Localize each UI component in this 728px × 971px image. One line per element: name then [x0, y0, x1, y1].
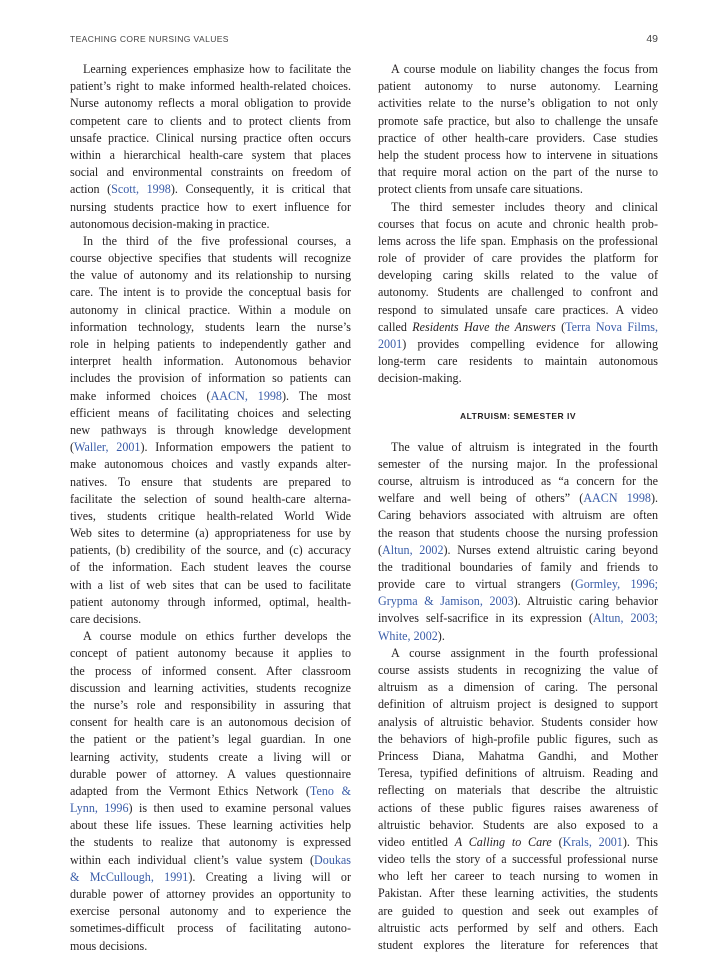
text-line: lems across the life span. Emphasis on the professional [378, 233, 658, 248]
text-line: involves self-sacrifice in its expression (Altun, 2003; [378, 611, 658, 626]
text-line: called Residents Have the Answers (Terra Nova Films, [378, 319, 658, 334]
text-line: sometimes-difficult process of facilitating autono- [70, 921, 351, 936]
text-line: the reason that students choose the nursing profession [378, 525, 658, 540]
text-line: includes the provision of information so patients can [70, 371, 351, 386]
citation-link[interactable]: Terra Nova Films, [565, 319, 658, 334]
text-line: (Waller, 2001). Information empowers the patient to [70, 440, 351, 455]
text-line: definition of altruism project is designed to support [378, 697, 658, 712]
citation-link[interactable]: Waller, 2001 [74, 440, 141, 455]
text-line: within a hierarchical health-care system that places [70, 147, 351, 162]
text-line: reflecting on materials that describe the altruistic [378, 783, 658, 798]
text-line: that require moral action on the part of the nurse to [378, 165, 658, 180]
citation-link[interactable]: AACN 1998 [583, 491, 651, 506]
text-line: the traditional boundaries of family and friends to [378, 559, 658, 574]
citation-link[interactable]: Altun, 2003; [592, 611, 658, 626]
text-line: who left her career to teach nursing to women in [378, 869, 658, 884]
citation-link[interactable]: Krals, 2001 [562, 834, 623, 849]
text-line: Learning experiences emphasize how to facilitate the [83, 62, 351, 76]
citation-link[interactable]: Scott, 1998 [111, 182, 171, 197]
text-line: of the information. Each student leaves the course [70, 560, 351, 575]
text-line: Nurse autonomy reflects a moral obligation to provide [70, 96, 351, 111]
text-line: Pakistan. After these learning activities, the students [378, 886, 658, 901]
text-line: efficient means of facilitating choices and selecting [70, 405, 351, 420]
text-line: within each individual client’s value system (Doukas [70, 852, 351, 867]
citation-link[interactable]: Grypma & Jamison, 2003 [378, 594, 514, 609]
text-line: Grypma & Jamison, 2003). Altruistic caring behavior [378, 594, 658, 609]
text-line: A course assignment in the fourth professional [391, 645, 658, 660]
text-line: role of provider of care provides the platform for [378, 251, 658, 266]
text-line: learning activity, students create a living will or [70, 749, 351, 764]
text-line: the behaviors of high-profile public figures, such as [378, 731, 658, 746]
text-line: The third semester includes theory and clinical [391, 199, 658, 214]
italic-title: Residents Have the Answers [412, 319, 556, 334]
text-line: natives. To ensure that students are prepared to [70, 474, 351, 489]
text-line: patient autonomy through informed, optimal, health- [70, 594, 351, 609]
citation-link[interactable]: Teno & [309, 783, 352, 798]
text-line: the patient or the patient’s legal guardian. In one [70, 732, 351, 747]
text-line: altruistic behavior. Students are also exposed to a [378, 817, 658, 832]
text-line: care. The intent is to provide the conceptual basis for [70, 285, 351, 300]
text-line: nursing students practice how to exert influence for [70, 199, 351, 214]
text-line: patient autonomy to nurse autonomy. Learning [378, 79, 658, 94]
text-line: patients, (b) credibility of the source, and (c) accuracy [70, 543, 351, 558]
text-line: practice of other health-care providers. Case studies [378, 130, 658, 145]
text-line: A course module on liability changes the focus from [391, 62, 658, 76]
citation-link[interactable]: AACN, 1998 [210, 388, 282, 403]
citation-link[interactable]: Doukas [314, 852, 351, 867]
page-number: 49 [646, 33, 658, 45]
text-line: long-term care residents to maintain autonomous [378, 354, 658, 369]
italic-title: A Calling to Care [454, 834, 552, 849]
text-line: interpret health information. Autonomous behavior [70, 354, 351, 369]
text-line: Princess Diana, Mahatma Gandhi, and Mother [378, 748, 658, 763]
text-line: provide care to virtual strangers (Gormley, 1996; [378, 577, 658, 592]
text-line: concept of patient autonomy because it applies to [70, 646, 351, 661]
text-line: make informed choices (AACN, 1998). The most [70, 388, 351, 403]
text-line: altruistic acts performed by self and others. Each [378, 920, 658, 935]
text-line: consent for health care is an autonomous decision of [70, 715, 351, 730]
text-line: courses that focus on acute and chronic health prob- [378, 216, 658, 231]
text-line: decision-making. [378, 371, 462, 386]
text-line: (Altun, 2002). Nurses extend altruistic caring beyond [378, 542, 658, 557]
section-heading-block [378, 388, 658, 439]
text-line: White, 2002). [378, 628, 445, 643]
text-line: course objective specifies that students will recognize [70, 251, 351, 266]
text-line: autonomy in clinical practice. Within a module on [70, 302, 351, 317]
text-line: information technology, students learn the nurse’s [70, 319, 351, 334]
text-line: unsafe practice. Clinical nursing practice often occurs [70, 130, 351, 145]
text-line: semester of the nursing major. In the professional [378, 456, 658, 471]
text-line: competent care to clients and to protect clients from [70, 113, 351, 128]
text-line: 2001) provides compelling evidence for allowing [378, 337, 658, 351]
text-line: video entitled A Calling to Care (Krals, 2001). This [378, 834, 659, 849]
text-line: about these life issues. These learning activities help [70, 818, 351, 833]
text-line: tives, students critique health-related World Wide [70, 508, 351, 523]
citation-link[interactable]: Altun, 2002 [382, 542, 444, 557]
right-column [378, 61, 658, 954]
text-line: The value of altruism is integrated in the fourth [391, 439, 658, 454]
text-line: patient’s right to make informed health-related choices. [70, 79, 351, 94]
text-line: course, altruism is introduced as “a concern for the [378, 473, 658, 488]
text-line: autonomous decision-making in practice. [70, 216, 270, 231]
text-line: with a list of web sites that can be used to facilitate [70, 577, 351, 592]
text-line: protect clients from unsafe care situations. [378, 182, 583, 197]
text-line: action (Scott, 1998). Consequently, it is critical that [70, 182, 351, 197]
text-line: altruism as a dimension of caring. The personal [378, 680, 658, 695]
text-line: care decisions. [70, 612, 142, 626]
text-line: the nurse’s role and responsibility in assuring that [70, 697, 351, 712]
text-line: welfare and well being of others” (AACN 1998). [378, 491, 658, 506]
text-line: actions of these public figures raises awareness of [378, 800, 658, 815]
text-line: mous decisions. [70, 938, 148, 953]
right-column-top-text [378, 61, 658, 388]
text-line: developing caring skills related to the value of [378, 268, 658, 283]
citation-link[interactable]: White, 2002 [378, 628, 438, 643]
text-line: respond to simulated unsafe care practices. A video [378, 302, 658, 317]
text-line: the value of autonomy and its relationship to nursing [70, 268, 351, 283]
text-line: exercise personal autonomy and to experience the [70, 904, 351, 919]
text-line: video tells the story of a successful professional nurse [378, 852, 658, 867]
text-line: & McCullough, 1991). Creating a living will or [70, 869, 351, 884]
text-line: Web sites to determine (a) appropriateness for use by [70, 526, 351, 541]
running-head: TEACHING CORE NURSING VALUES [70, 34, 229, 44]
text-line: durable power of attorney. A values questionnaire [70, 766, 351, 781]
text-line: analysis of altruistic behavior. Students consider how [378, 714, 658, 729]
text-line: help the student process how to intervene in situations [378, 147, 658, 162]
text-line: promote safe practice, but also to challenge the unsafe [378, 113, 658, 128]
text-line: the students to realize that autonomy is expressed [70, 835, 351, 850]
citation-link[interactable]: Gormley, 1996; [574, 577, 658, 592]
text-line: student explores the literature for references that [378, 938, 658, 952]
text-line: are guided to question and seek out examples of [378, 903, 658, 918]
text-line: activities relate to the nurse’s obligation to not only [378, 96, 658, 111]
left-column [70, 61, 351, 955]
text-line: Caring behaviors associated with altruism are often [378, 508, 658, 523]
citation-link[interactable]: Lynn, 1996 [70, 801, 129, 816]
citation-link[interactable]: 2001 [378, 337, 403, 351]
text-line: make autonomous choices and vastly expands alter- [70, 457, 351, 472]
text-line: course assists students in recognizing the value of [378, 663, 658, 677]
text-line: facilitate the selection of sound health-care alterna- [70, 491, 351, 506]
section-heading: ALTRUISM: SEMESTER IV [459, 410, 577, 421]
text-line: discussion and learning activities, students recognize [70, 680, 351, 695]
text-line: durable power of attorney provides an opportunity to [70, 887, 351, 901]
right-column-bottom-text [378, 439, 658, 955]
citation-link[interactable]: & McCullough, 1991 [70, 869, 189, 884]
text-line: autonomy. Students are challenged to confront and [378, 285, 658, 300]
text-line: Teresa, typified definitions of altruism. Reading and [378, 766, 658, 781]
text-line: the process of informed consent. After classroom [70, 663, 351, 678]
text-line: In the third of the five professional courses, a [83, 233, 351, 248]
text-line: social and environmental constraints on freedom of [70, 165, 351, 180]
text-line: A course module on ethics further develops the [83, 629, 351, 644]
text-line: new pathways is through knowledge development [70, 422, 351, 437]
text-line: adapted from the Vermont Ethics Network (Teno & [70, 783, 352, 798]
text-line: Lynn, 1996) is then used to examine personal values [70, 801, 351, 816]
text-line: role in helping patients to independently gather and [70, 337, 351, 351]
